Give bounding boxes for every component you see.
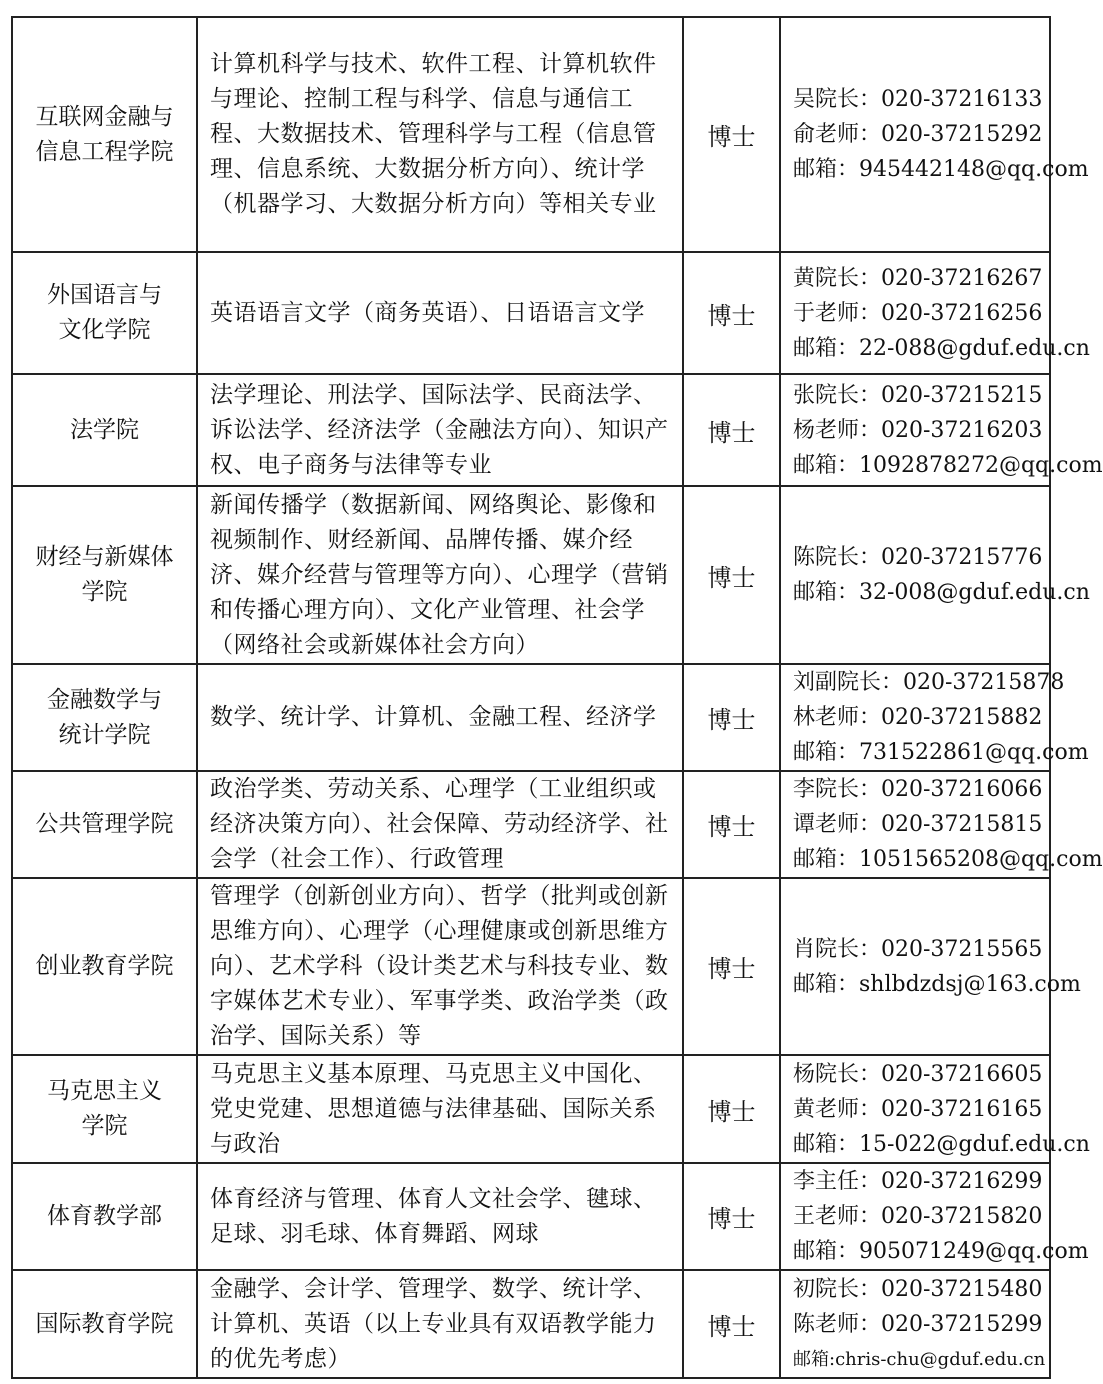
college-name-line: 创业教育学院 <box>35 953 174 979</box>
contact-phone: 林老师：020-37215882 <box>793 705 1043 730</box>
contact-cell <box>780 1055 1090 1163</box>
degree-cell: 博士 <box>683 486 780 664</box>
college-cell <box>12 771 197 878</box>
contact-phone: 黄院长：020-37216267 <box>793 265 1043 291</box>
majors-cell: 马克思主义基本原理、马克思主义中国化、党史党建、思想道德与法律基础、国际关系与政治 <box>197 1055 683 1163</box>
contact-cell <box>780 374 1103 486</box>
college-name-line: 国际教育学院 <box>35 1310 174 1337</box>
college-name-line: 法学院 <box>70 416 139 443</box>
contact-phone: 李主任：020-37216299 <box>793 1169 1043 1194</box>
contact-cell <box>780 1163 1089 1270</box>
college-cell <box>12 17 197 252</box>
college-name-line: 统计学院 <box>58 721 151 748</box>
majors-cell: 体育经济与管理、体育人文社会学、毽球、足球、羽毛球、体育舞蹈、网球 <box>197 1163 683 1270</box>
contact-phone: 陈老师：020-37215299 <box>793 1311 1043 1337</box>
college-cell <box>12 664 197 771</box>
contact-cell <box>780 486 1090 664</box>
college-name-line: 马克思主义 <box>47 1078 162 1104</box>
contact-phone: 黄老师：020-37216165 <box>793 1096 1043 1122</box>
contact-cell <box>780 664 1089 771</box>
table-row <box>12 878 1050 1055</box>
contact-phone: 杨老师：020-37216203 <box>793 417 1043 443</box>
contact-email: 邮箱：shlbdzdsj@163.com <box>793 971 1081 997</box>
contact-phone: 刘副院长：020-37215878 <box>793 670 1065 695</box>
contact-email: 邮箱：32-008@gduf.edu.cn <box>793 580 1090 605</box>
majors-cell: 管理学（创新创业方向）、哲学（批判或创新思维方向）、心理学（心理健康或创新思维方向）、艺术学科（设计类艺术与科技专业、数字媒体艺术专业）、军事学类、政治学类（政治学、国际关系）等 <box>197 878 683 1055</box>
degree-cell: 博士 <box>683 878 780 1055</box>
college-cell <box>12 1055 197 1163</box>
degree-cell: 博士 <box>683 1270 780 1378</box>
table-row <box>12 252 1050 374</box>
majors-cell: 金融学、会计学、管理学、数学、统计学、计算机、英语（以上专业具有双语教学能力的优先考虑） <box>197 1270 683 1378</box>
degree-cell: 博士 <box>683 252 780 374</box>
contact-email: 邮箱：1092878272@qq.com <box>793 452 1103 478</box>
college-cell <box>12 486 197 664</box>
contact-email: 邮箱：945442148@qq.com <box>793 157 1089 182</box>
college-name-line: 信息工程学院 <box>35 138 174 165</box>
contact-phone: 俞老师：020-37215292 <box>793 122 1043 147</box>
majors-cell: 英语语言文学（商务英语）、日语语言文学 <box>197 252 683 374</box>
contact-email: 邮箱：22-088@gduf.edu.cn <box>793 335 1090 361</box>
contact-phone: 王老师：020-37215820 <box>793 1204 1043 1229</box>
contact-phone: 吴院长：020-37216133 <box>793 87 1043 112</box>
college-cell <box>12 1163 197 1270</box>
contact-phone: 肖院长：020-37215565 <box>793 936 1043 962</box>
contact-cell <box>780 252 1090 374</box>
contact-email: 邮箱：731522861@qq.com <box>793 740 1089 765</box>
majors-cell: 计算机科学与技术、软件工程、计算机软件与理论、控制工程与科学、信息与通信工程、大数据技术、管理科学与工程（信息管理、信息系统、大数据分析方向）、统计学（机器学习、大数据分析方向）等相关专业 <box>197 17 683 252</box>
recruitment-table <box>11 16 1103 1379</box>
majors-cell: 数学、统计学、计算机、金融工程、经济学 <box>197 664 683 771</box>
table-row <box>12 486 1050 664</box>
majors-cell: 政治学类、劳动关系、心理学（工业组织或经济决策方向）、社会保障、劳动经济学、社会学（社会工作）、行政管理 <box>197 771 683 878</box>
college-name-line: 体育教学部 <box>47 1203 162 1229</box>
degree-cell: 博士 <box>683 374 780 486</box>
contact-email: 邮箱：1051565208@qq.com <box>793 847 1103 872</box>
contact-cell <box>780 1270 1050 1378</box>
degree-cell: 博士 <box>683 1055 780 1163</box>
contact-cell <box>780 878 1081 1055</box>
college-cell <box>12 1270 197 1378</box>
contact-phone: 张院长：020-37215215 <box>793 382 1043 408</box>
table-row <box>12 374 1050 486</box>
table-row <box>12 1055 1050 1163</box>
degree-cell: 博士 <box>683 664 780 771</box>
contact-email: 邮箱：15-022@gduf.edu.cn <box>793 1131 1090 1157</box>
contact-cell <box>780 17 1089 252</box>
table-row <box>12 1163 1050 1270</box>
table-body <box>12 17 1103 1378</box>
contact-phone: 李院长：020-37216066 <box>793 777 1043 802</box>
table-row <box>12 1270 1050 1378</box>
contact-phone: 杨院长：020-37216605 <box>793 1061 1043 1087</box>
degree-cell: 博士 <box>683 771 780 878</box>
contact-phone: 于老师：020-37216256 <box>793 300 1043 326</box>
degree-cell: 博士 <box>683 17 780 252</box>
college-cell <box>12 374 197 486</box>
contact-email: 邮箱:chris-chu@gduf.edu.cn <box>793 1348 1046 1370</box>
college-name-line: 金融数学与 <box>47 686 162 713</box>
college-name-line: 外国语言与 <box>47 282 162 308</box>
college-name-line: 学院 <box>81 1113 128 1139</box>
table-row <box>12 664 1050 771</box>
majors-cell: 法学理论、刑法学、国际法学、民商法学、诉讼法学、经济法学（金融法方向）、知识产权、电子商务与法律等专业 <box>197 374 683 486</box>
college-name-line: 公共管理学院 <box>35 811 174 837</box>
contact-email: 邮箱：905071249@qq.com <box>793 1239 1089 1264</box>
table-row <box>12 771 1050 878</box>
contact-phone: 初院长：020-37215480 <box>793 1276 1043 1302</box>
majors-cell: 新闻传播学（数据新闻、网络舆论、影像和视频制作、财经新闻、品牌传播、媒介经济、媒介经营与管理等方向）、心理学（营销和传播心理方向）、文化产业管理、社会学（网络社会或新媒体社会方向） <box>197 486 683 664</box>
college-cell <box>12 252 197 374</box>
contact-phone: 陈院长：020-37215776 <box>793 545 1043 570</box>
contact-phone: 谭老师：020-37215815 <box>793 812 1043 837</box>
college-name-line: 互联网金融与 <box>35 103 174 130</box>
college-name-line: 学院 <box>81 579 128 605</box>
degree-cell: 博士 <box>683 1163 780 1270</box>
contact-cell <box>780 771 1103 878</box>
college-name-line: 财经与新媒体 <box>35 544 174 570</box>
college-name-line: 文化学院 <box>58 317 151 343</box>
table-row <box>12 17 1050 252</box>
college-cell <box>12 878 197 1055</box>
